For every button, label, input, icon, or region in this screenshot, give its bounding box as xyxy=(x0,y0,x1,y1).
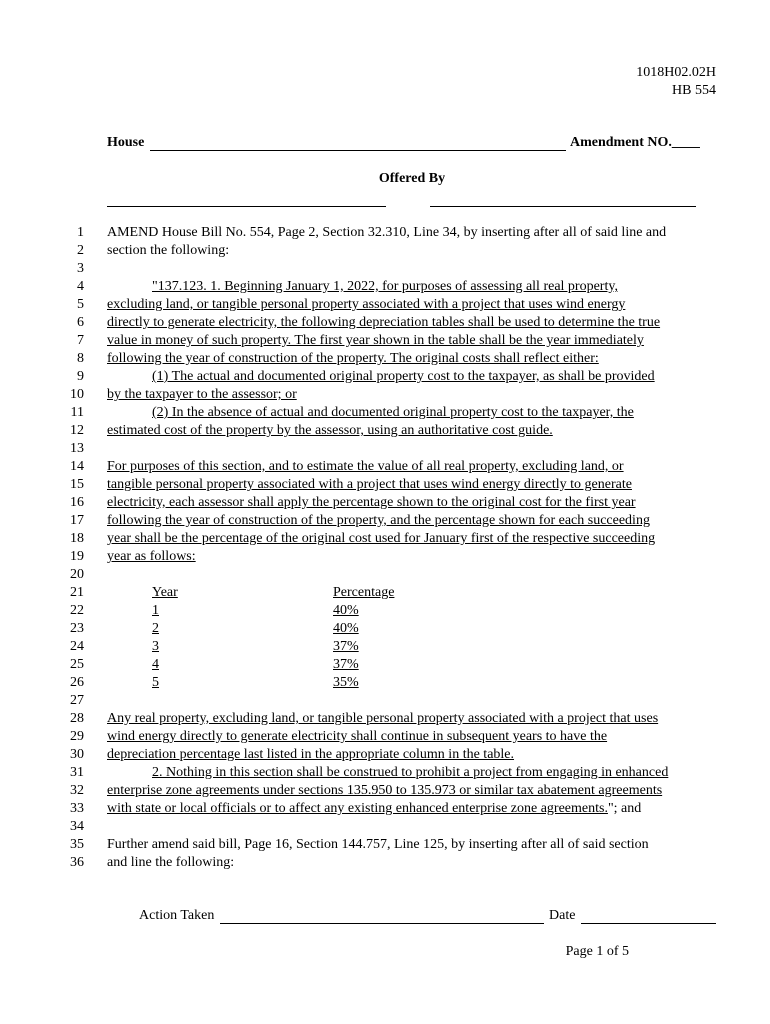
offered-by-line-left xyxy=(107,206,386,207)
body-line-inserted: enterprise zone agreements under sections 135.950 to 135.973 or similar tax abatement agreements xyxy=(107,783,663,798)
body-line-inserted: Any real property, excluding land, or tangible personal property associated with a project that uses xyxy=(107,711,659,726)
line-number: 32 xyxy=(70,783,84,798)
line-number: 5 xyxy=(77,297,84,312)
line-number: 3 xyxy=(77,261,84,276)
date-label: Date xyxy=(549,908,576,923)
line-number: 28 xyxy=(70,711,84,726)
line-number: 33 xyxy=(70,801,84,816)
body-line-inserted: tangible personal property associated with a project that uses wind energy directly to generate xyxy=(107,477,632,492)
line-number: 17 xyxy=(70,513,84,528)
line-number: 23 xyxy=(70,621,84,636)
house-label: House xyxy=(107,135,145,150)
line-number: 24 xyxy=(70,639,84,654)
line-number: 4 xyxy=(77,279,84,294)
amendment-number-label: Amendment NO.____ xyxy=(570,135,700,150)
table-cell-percentage: 35% xyxy=(333,675,359,690)
line-number: 27 xyxy=(70,693,84,708)
line-number: 12 xyxy=(70,423,84,438)
table-cell-year: 1 xyxy=(152,603,159,618)
body-line-inserted: year shall be the percentage of the original cost used for January first of the respective succeeding xyxy=(107,531,656,546)
body-line-inserted: (1) The actual and documented original property cost to the taxpayer, as shall be provided xyxy=(152,369,655,384)
line-number: 1 xyxy=(77,225,84,240)
body-line: Further amend said bill, Page 16, Section 144.757, Line 125, by inserting after all of said section xyxy=(107,837,649,852)
body-line-inserted: by the taxpayer to the assessor; or xyxy=(107,387,297,402)
action-taken-line xyxy=(220,923,544,924)
line-number: 34 xyxy=(70,819,84,834)
offered-by-line-right xyxy=(430,206,696,207)
document-id: 1018H02.02H xyxy=(636,65,716,80)
line-number: 6 xyxy=(77,315,84,330)
line-number: 26 xyxy=(70,675,84,690)
line-number: 16 xyxy=(70,495,84,510)
table-cell-percentage: 37% xyxy=(333,657,359,672)
line-number: 25 xyxy=(70,657,84,672)
body-line-inserted: depreciation percentage last listed in the appropriate column in the table. xyxy=(107,747,515,762)
table-cell-year: 2 xyxy=(152,621,159,636)
body-line-inserted: electricity, each assessor shall apply the percentage shown to the original cost for the first year xyxy=(107,495,636,510)
body-line-inserted: (2) In the absence of actual and documented original property cost to the taxpayer, the xyxy=(152,405,634,420)
page-number: Page 1 of 5 xyxy=(565,944,629,959)
line-number: 10 xyxy=(70,387,84,402)
house-blank-line xyxy=(150,150,566,151)
date-line xyxy=(581,923,716,924)
inserted-text: with state or local officials or to affect any existing enhanced enterprise zone agreements. xyxy=(107,801,608,816)
body-line-inserted: following the year of construction of the property, and the percentage shown for each succeeding xyxy=(107,513,650,528)
line-number: 36 xyxy=(70,855,84,870)
line-number: 29 xyxy=(70,729,84,744)
line-number: 30 xyxy=(70,747,84,762)
line-number: 2 xyxy=(77,243,84,258)
line-number: 13 xyxy=(70,441,84,456)
body-line-inserted: "137.123. 1. Beginning January 1, 2022, for purposes of assessing all real property, xyxy=(152,279,618,294)
body-line-inserted: following the year of construction of the property. The original costs shall reflect either: xyxy=(107,351,599,366)
line-number: 22 xyxy=(70,603,84,618)
line-number: 11 xyxy=(70,405,84,420)
body-line-inserted: 2. Nothing in this section shall be construed to prohibit a project from engaging in enhanced xyxy=(152,765,669,780)
body-line-inserted-end xyxy=(107,801,641,817)
table-cell-year: 3 xyxy=(152,639,159,654)
offered-by-label: Offered By xyxy=(378,171,446,186)
line-number: 7 xyxy=(77,333,84,348)
table-cell-year: 5 xyxy=(152,675,159,690)
line-number: 8 xyxy=(77,351,84,366)
table-header-year: Year xyxy=(152,585,178,600)
line-number: 18 xyxy=(70,531,84,546)
line-number: 19 xyxy=(70,549,84,564)
line-number: 9 xyxy=(77,369,84,384)
body-line-inserted: For purposes of this section, and to estimate the value of all real property, excluding land, or xyxy=(107,459,624,474)
table-cell-percentage: 40% xyxy=(333,603,359,618)
body-line: section the following: xyxy=(107,243,230,258)
body-line: and line the following: xyxy=(107,855,235,870)
body-line-inserted: estimated cost of the property by the assessor, using an authoritative cost guide. xyxy=(107,423,553,438)
line-number: 20 xyxy=(70,567,84,582)
body-line-inserted: directly to generate electricity, the following depreciation tables shall be used to determine the true xyxy=(107,315,661,330)
action-taken-label: Action Taken xyxy=(139,908,215,923)
line-number: 14 xyxy=(70,459,84,474)
table-cell-percentage: 37% xyxy=(333,639,359,654)
line-number: 35 xyxy=(70,837,84,852)
bill-number: HB 554 xyxy=(672,83,716,98)
table-cell-year: 4 xyxy=(152,657,159,672)
body-line-inserted: wind energy directly to generate electricity shall continue in subsequent years to have the xyxy=(107,729,608,744)
table-header-percentage: Percentage xyxy=(333,585,395,600)
body-line: AMEND House Bill No. 554, Page 2, Section 32.310, Line 34, by inserting after all of said line and xyxy=(107,225,667,240)
line-number: 21 xyxy=(70,585,84,600)
body-line-inserted: value in money of such property. The first year shown in the table shall be the year immediately xyxy=(107,333,644,348)
closing-text: "; and xyxy=(607,801,642,816)
line-number: 31 xyxy=(70,765,84,780)
line-number: 15 xyxy=(70,477,84,492)
table-cell-percentage: 40% xyxy=(333,621,359,636)
body-line-inserted: excluding land, or tangible personal property associated with a project that uses wind energy xyxy=(107,297,626,312)
body-line-inserted: year as follows: xyxy=(107,549,196,564)
